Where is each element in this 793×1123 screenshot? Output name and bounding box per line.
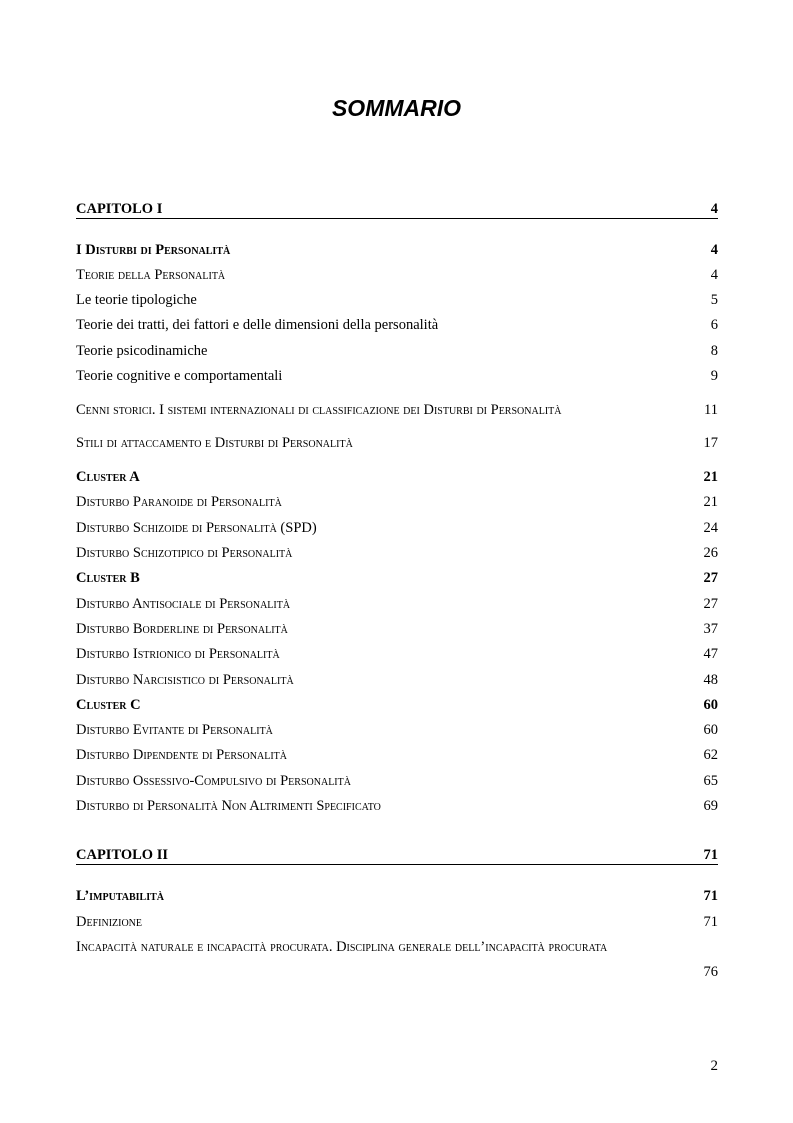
- toc-entry-title: Disturbo Paranoide di Personalità: [76, 494, 282, 510]
- toc-entry-page: 60: [703, 697, 718, 713]
- toc-entry-page: 62: [703, 747, 718, 763]
- toc-entry-title: Disturbo Ossessivo-Compulsivo di Personalità: [76, 773, 351, 789]
- toc-entry[interactable]: [76, 670, 718, 690]
- toc-entry[interactable]: [76, 771, 718, 791]
- toc-entry-title: Disturbo Schizoide di Personalità (SPD): [76, 520, 317, 536]
- toc-entry[interactable]: [76, 518, 718, 538]
- page-number: 2: [710, 1058, 718, 1074]
- toc-entry-page: 37: [703, 621, 718, 637]
- toc-entry[interactable]: [76, 341, 718, 361]
- toc-entry-title: Cenni storici. I sistemi internazionali di classificazione dei Disturbi di Personalità: [76, 402, 562, 418]
- toc-cluster-c[interactable]: [76, 695, 718, 715]
- toc-entry[interactable]: [76, 912, 718, 932]
- toc-entry-page: 26: [703, 545, 718, 561]
- toc-entry[interactable]: [76, 796, 718, 816]
- toc-entry-title: Disturbo di Personalità Non Altrimenti Specificato: [76, 798, 381, 814]
- toc-entry[interactable]: [76, 644, 718, 664]
- toc-entry-page: 9: [710, 368, 718, 384]
- toc-entry[interactable]: [76, 745, 718, 765]
- toc-entry[interactable]: [76, 400, 718, 420]
- toc-entry-page: 4: [710, 242, 718, 258]
- toc-entry-page: 69: [703, 798, 718, 814]
- toc-entry-page: 21: [703, 469, 718, 485]
- toc-entry-page: 71: [703, 847, 718, 863]
- toc-entry[interactable]: [76, 433, 718, 453]
- toc-entry-page: 76: [703, 964, 718, 980]
- toc-cluster-a[interactable]: [76, 467, 718, 487]
- toc-entry-page: 17: [703, 435, 718, 451]
- toc-entry-title: Definizione: [76, 914, 143, 930]
- toc-entry[interactable]: [76, 720, 718, 740]
- toc-entry-title: Teorie della Personalità: [76, 267, 226, 283]
- toc-chapter-1[interactable]: [76, 199, 718, 219]
- toc-entry-page: 24: [703, 520, 718, 536]
- toc-entry-title: Cluster B: [76, 570, 140, 586]
- toc-entry-title: I Disturbi di Personalità: [76, 242, 231, 258]
- toc-entry-title: Cluster C: [76, 697, 141, 713]
- toc-entry[interactable]: [76, 543, 718, 563]
- toc-entry-title: CAPITOLO II: [76, 847, 168, 863]
- page-title: SOMMARIO: [331, 95, 462, 121]
- toc-entry-title: Teorie cognitive e comportamentali: [76, 368, 283, 384]
- toc-entry-page: 47: [703, 646, 718, 662]
- toc-entry[interactable]: [76, 366, 718, 386]
- toc-entry[interactable]: [76, 619, 718, 639]
- toc-entry-title: Teorie psicodinamiche: [76, 343, 208, 359]
- toc-entry-page: 71: [703, 888, 718, 904]
- toc-section-imputabilita[interactable]: [76, 886, 718, 906]
- toc-entry-title: Le teorie tipologiche: [76, 292, 197, 308]
- toc-entry-page: 5: [710, 292, 718, 308]
- toc-entry-title: Incapacità naturale e incapacità procurata. Disciplina generale dell’incapacità procurata: [76, 939, 608, 955]
- toc-entry[interactable]: [76, 315, 718, 335]
- toc-entry-page: 27: [703, 570, 718, 586]
- toc-entry-title: CAPITOLO I: [76, 201, 163, 217]
- toc-entry-title: Disturbo Evitante di Personalità: [76, 722, 273, 738]
- toc-chapter-2[interactable]: [76, 845, 718, 865]
- toc-entry-title: Disturbo Istrionico di Personalità: [76, 646, 280, 662]
- toc-entry[interactable]: [76, 594, 718, 614]
- toc-entry-title: L’imputabilità: [76, 888, 164, 904]
- toc-entry-title: Disturbo Borderline di Personalità: [76, 621, 288, 637]
- toc-entry-page: 4: [710, 267, 718, 283]
- toc-entry-title: Disturbo Antisociale di Personalità: [76, 596, 291, 612]
- toc-entry-page: 21: [703, 494, 718, 510]
- toc-entry-title: Disturbo Narcisistico di Personalità: [76, 672, 294, 688]
- toc-entry-page: 27: [703, 596, 718, 612]
- toc-cluster-b[interactable]: [76, 568, 718, 588]
- toc-entry-page: 71: [703, 914, 718, 930]
- toc-section-disturbi[interactable]: [76, 240, 718, 260]
- toc-entry[interactable]: [76, 492, 718, 512]
- toc-entry-title: Stili di attaccamento e Disturbi di Personalità: [76, 435, 353, 451]
- toc-entry-page: 65: [703, 773, 718, 789]
- toc-entry-page: 6: [710, 317, 718, 333]
- toc-entry-title: Disturbo Schizotipico di Personalità: [76, 545, 293, 561]
- toc-entry-title: Teorie dei tratti, dei fattori e delle dimensioni della personalità: [76, 317, 439, 333]
- toc-entry[interactable]: [76, 265, 718, 285]
- toc-entry-page: 11: [704, 402, 718, 418]
- toc-entry-page: 4: [710, 201, 718, 217]
- toc-entry-page: 60: [703, 722, 718, 738]
- toc-entry[interactable]: [76, 290, 718, 310]
- toc-entry-title: Cluster A: [76, 469, 140, 485]
- toc-entry-title: Disturbo Dipendente di Personalità: [76, 747, 287, 763]
- toc-entry-page: 8: [710, 343, 718, 359]
- toc-entry-page: 48: [703, 672, 718, 688]
